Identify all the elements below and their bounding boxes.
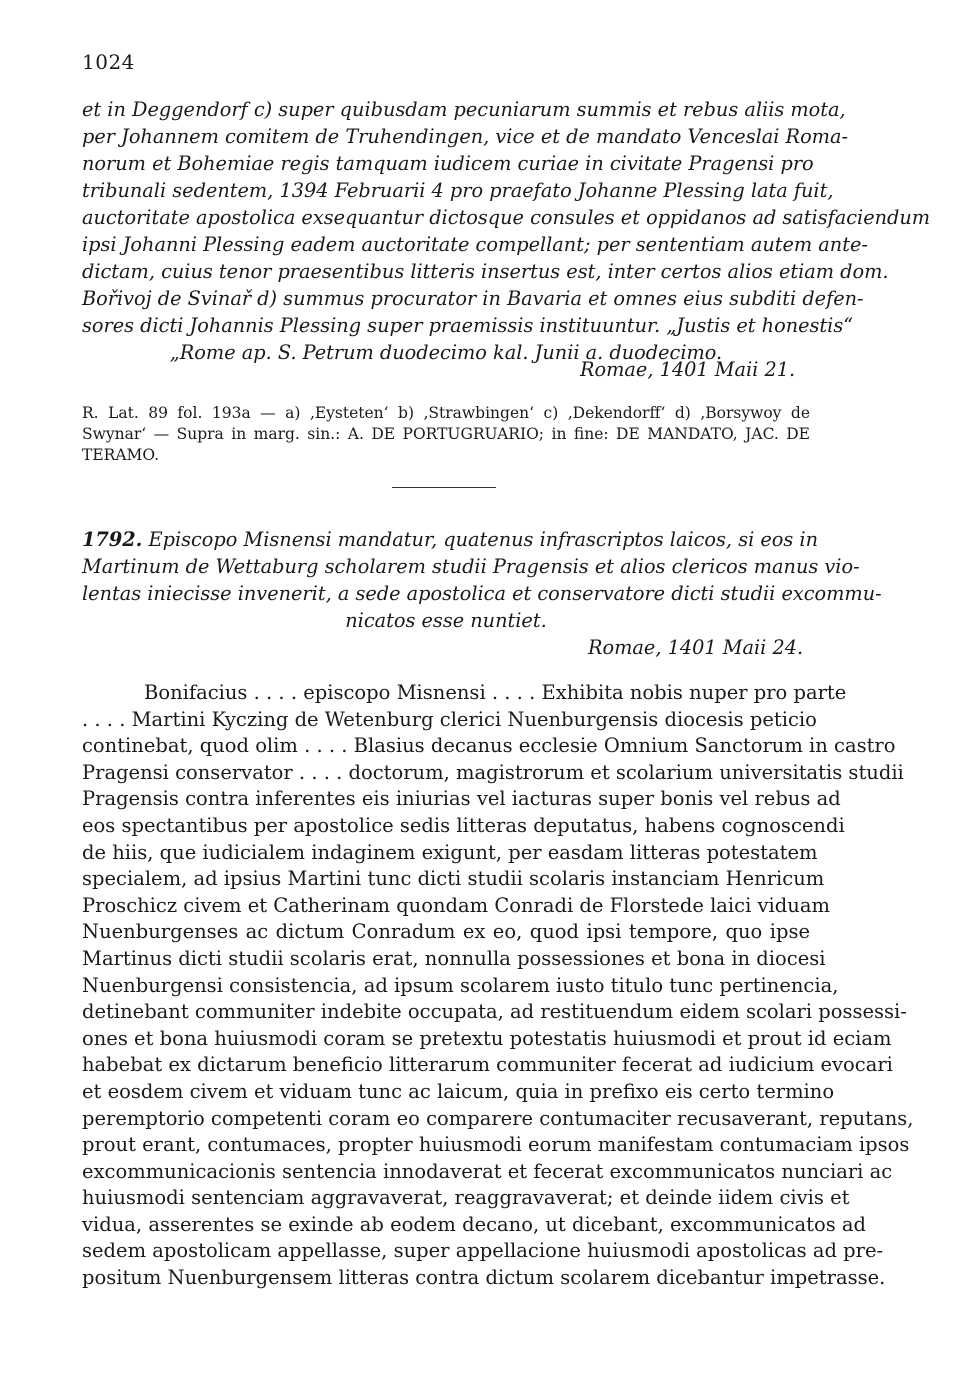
body-line: Proschicz civem et Catherinam quondam Conradi de Florstede laici viduam	[82, 893, 830, 917]
body-line: positum Nuenburgensem litteras contra dictum scolarem dicebantur impetrasse.	[82, 1266, 886, 1290]
text-line: auctoritate apostolica exsequantur dictosque consules et oppidanos ad satisfaciendum	[82, 206, 931, 229]
body-line: Nuenburgenses ac dictum Conradum ex eo, quod ipsi tempore, quo ipse	[82, 920, 810, 944]
document-body	[82, 680, 914, 1292]
body-line: detinebant communiter indebite occupata, ad restituendum eidem scolari possessi-	[82, 1000, 907, 1024]
document-summary	[82, 526, 882, 634]
incipit-line: „Rome ap. S. Petrum duodecimo kal. Junii a. duodecimo.	[169, 341, 723, 364]
text-line: et in Deggendorf c) super quibusdam pecuniarum summis et rebus aliis mota,	[82, 98, 846, 121]
body-line: Martinus dicti studii scolaris erat, nonnulla possessiones et bona in diocesi	[82, 946, 826, 970]
body-line: excommunicacionis sentencia innodaverat et fecerat excommunicatos nunciari ac	[82, 1159, 893, 1183]
body-line: habebat ex dictarum beneficio litterarum communiter fecerat ad iudicium evocari	[82, 1053, 893, 1077]
footnote-line: R. Lat. 89 fol. 193a — a) ‚Eysteten‘ b) ‚Strawbingen‘ c) ‚Dekendorff‘ d) ‚Borsywoy de	[82, 404, 810, 422]
summary-text: Episcopo Misnensi mandatur, quatenus infrascriptos laicos, si eos in	[148, 528, 819, 551]
footnote-line: Swynar‘ — Supra in marg. sin.: A. DE PORTUGRUARIO; in fine: DE MANDATO, JAC. DE	[82, 425, 810, 443]
text-line: dictam, cuius tenor praesentibus litteris insertus est, inter certos alios etiam dom.	[82, 260, 889, 283]
summary-line: nicatos esse nuntiet.	[345, 609, 547, 632]
summary-line: Martinum de Wettaburg scholarem studii Pragensis et alios clericos manus vio-	[82, 555, 860, 578]
text-line: ipsi Johanni Plessing eadem auctoritate compellant; per sententiam autem ante-	[82, 233, 868, 256]
summary-line: lentas iniecisse invenerit, a sede apostolica et conservatore dicti studii excommu-	[82, 582, 882, 605]
footnote-line: TERAMO.	[82, 446, 160, 464]
body-line: specialem, ad ipsius Martini tunc dicti studii scolaris instanciam Henricum	[82, 867, 825, 891]
footnotes	[82, 403, 810, 466]
document-number: 1792.	[82, 528, 143, 551]
preceding-document-text	[82, 96, 931, 366]
body-line: prout erant, contumaces, propter huiusmodi eorum manifestam contumaciam ipsos	[82, 1133, 910, 1157]
body-line: de hiis, que iudicialem indaginem exigunt, per easdam litteras potestatem	[82, 840, 818, 864]
body-line: huiusmodi sentenciam aggravaverat, reaggravaverat; et deinde iidem civis et	[82, 1186, 850, 1210]
body-line: peremptorio competenti coram eo comparere contumaciter recusaverant, reputans,	[82, 1106, 914, 1130]
text-line: sores dicti Johannis Plessing super praemissis instituuntur. „Justis et honestis“	[82, 314, 854, 337]
date-line-2: Romae, 1401 Maii 24.	[588, 636, 804, 659]
text-line: Bořivoj de Svinař d) summus procurator in Bavaria et omnes eius subditi defen-	[82, 287, 864, 310]
body-line: . . . . Martini Kyczing de Wetenburg clerici Nuenburgensis diocesis peticio	[82, 707, 817, 731]
body-line: vidua, asserentes se exinde ab eodem decano, ut dicebant, excommunicatos ad	[82, 1212, 867, 1236]
body-line: eos spectantibus per apostolice sedis litteras deputatus, habens cognoscendi	[82, 813, 845, 837]
body-line: continebat, quod olim . . . . Blasius decanus ecclesie Omnium Sanctorum in castro	[82, 734, 896, 758]
body-line: Nuenburgensi consistencia, ad ipsum scolarem iusto titulo tunc pertinencia,	[82, 973, 839, 997]
text-line: norum et Bohemiae regis tamquam iudicem curiae in civitate Pragensi pro	[82, 152, 814, 175]
body-line: sedem apostolicam appellasse, super appellacione huiusmodi apostolicas ad pre-	[82, 1239, 884, 1263]
page-number: 1024	[82, 50, 135, 74]
text-line: tribunali sedentem, 1394 Februarii 4 pro praefato Johanne Plessing lata fuit,	[82, 179, 834, 202]
body-line: et eosdem civem et viduam tunc ac laicum, quia in prefixo eis certo termino	[82, 1079, 835, 1103]
body-line: Pragensi conservator . . . . doctorum, magistrorum et scolarium universitatis studii	[82, 760, 904, 784]
body-line: ones et bona huiusmodi coram se pretextu potestatis huiusmodi et prout id eciam	[82, 1026, 892, 1050]
summary-first-line	[82, 526, 819, 553]
text-line: per Johannem comitem de Truhendingen, vice et de mandato Venceslai Roma-	[82, 125, 848, 148]
date-line-1: Romae, 1401 Maii 21.	[580, 358, 796, 381]
body-line: Pragensis contra inferentes eis iniurias vel iacturas super bonis vel rebus ad	[82, 787, 841, 811]
body-line: Bonifacius . . . . episcopo Misnensi . . . . Exhibita nobis nuper pro parte	[144, 681, 847, 704]
section-divider	[392, 487, 496, 488]
